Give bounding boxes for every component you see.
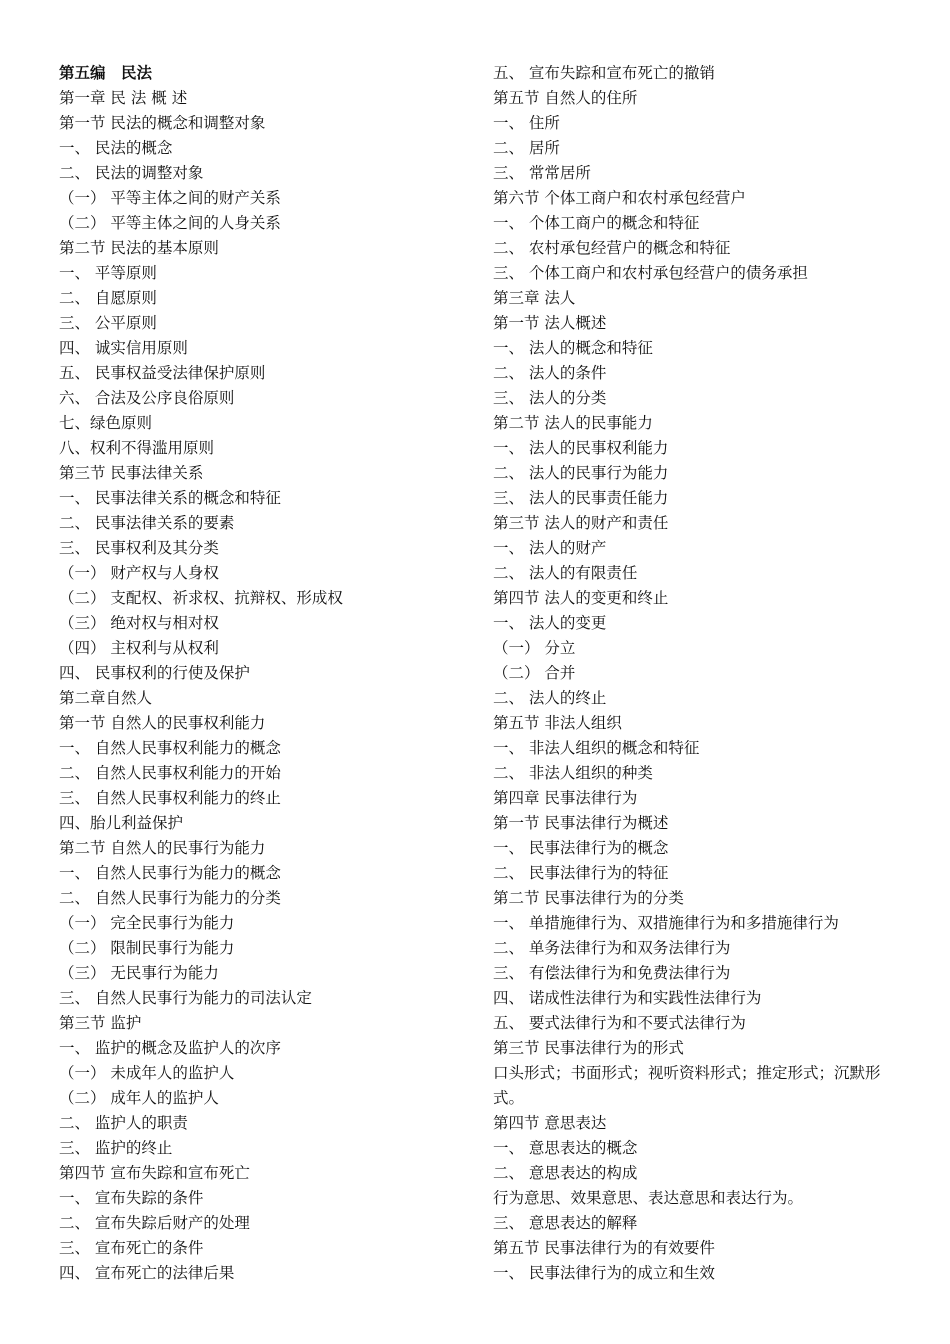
outline-line: （一） 完全民事行为能力 — [59, 914, 235, 932]
outline-line: 二、 自然人民事行为能力的分类 — [59, 889, 281, 907]
outline-line: （二） 合并 — [493, 664, 576, 682]
outline-line: 一、 意思表达的概念 — [493, 1139, 638, 1157]
outline-line: 三、 常常居所 — [493, 164, 591, 182]
outline-line: （二） 限制民事行为能力 — [59, 939, 235, 957]
outline-line: 四、 宣布死亡的法律后果 — [59, 1264, 235, 1282]
outline-line: 一、 民事法律关系的概念和特征 — [59, 489, 281, 507]
outline-line: （二） 支配权、祈求权、抗辩权、形成权 — [59, 589, 343, 607]
outline-line: 第二节 民事法律行为的分类 — [493, 889, 684, 907]
outline-line: 四、 诺成性法律行为和实践性法律行为 — [493, 989, 762, 1007]
outline-line: 行为意思、效果意思、表达意思和表达行为。 — [493, 1189, 804, 1207]
outline-line: 第二节 法人的民事能力 — [493, 414, 653, 432]
outline-line: 二、 意思表达的构成 — [493, 1164, 638, 1182]
outline-line: 二、 居所 — [493, 139, 560, 157]
outline-line: 四、 诚实信用原则 — [59, 339, 188, 357]
outline-line: 一、 法人的变更 — [493, 614, 607, 632]
outline-line: 第六节 个体工商户和农村承包经营户 — [493, 189, 746, 207]
outline-line: 二、 监护人的职责 — [59, 1114, 188, 1132]
outline-line: 三、 法人的民事责任能力 — [493, 489, 669, 507]
outline-line: （二） 平等主体之间的人身关系 — [59, 214, 281, 232]
outline-line: 一、 住所 — [493, 114, 560, 132]
outline-line: 七、绿色原则 — [59, 414, 153, 432]
outline-line: 第二章自然人 — [59, 689, 153, 707]
outline-line: 口头形式；书面形式；视听资料形式；推定形式；沉默形式。 — [493, 1064, 881, 1107]
outline-line: 三、 个体工商户和农村承包经营户的债务承担 — [493, 264, 808, 282]
outline-line: 三、 监护的终止 — [59, 1139, 173, 1157]
outline-line: 六、 合法及公序良俗原则 — [59, 389, 235, 407]
outline-line: 第二节 自然人的民事行为能力 — [59, 839, 266, 857]
outline-line: 第一节 民法的概念和调整对象 — [59, 114, 266, 132]
outline-line: （三） 绝对权与相对权 — [59, 614, 219, 632]
outline-line: 第三节 法人的财产和责任 — [493, 514, 669, 532]
outline-line: 二、 自然人民事权利能力的开始 — [59, 764, 281, 782]
outline-line: 五、 宣布失踪和宣布死亡的撤销 — [493, 64, 715, 82]
outline-line: 一、 法人的概念和特征 — [493, 339, 653, 357]
outline-line: 二、 法人的民事行为能力 — [493, 464, 669, 482]
outline-line: 一、 自然人民事权利能力的概念 — [59, 739, 281, 757]
outline-line: 四、 民事权利的行使及保护 — [59, 664, 250, 682]
outline-line: 二、 民事法律关系的要素 — [59, 514, 235, 532]
outline-line: 第三节 民事法律行为的形式 — [493, 1039, 684, 1057]
outline-line: 一、 法人的民事权利能力 — [493, 439, 669, 457]
outline-line: 一、 民事法律行为的成立和生效 — [493, 1264, 715, 1282]
outline-line: 第四节 法人的变更和终止 — [493, 589, 669, 607]
outline-line: 二、 宣布失踪后财产的处理 — [59, 1214, 250, 1232]
outline-line: 第三节 监护 — [59, 1014, 142, 1032]
outline-line: 第三章 法人 — [493, 289, 576, 307]
left-column — [59, 61, 459, 1286]
outline-line: 第一节 法人概述 — [493, 314, 607, 332]
outline-line: 二、 单务法律行为和双务法律行为 — [493, 939, 731, 957]
outline-line: （四） 主权利与从权利 — [59, 639, 219, 657]
outline-line: （一） 未成年人的监护人 — [59, 1064, 235, 1082]
outline-line: 第五编 民法 — [59, 64, 153, 82]
outline-line: 三、 自然人民事行为能力的司法认定 — [59, 989, 312, 1007]
outline-line: 一、 法人的财产 — [493, 539, 607, 557]
outline-line: 一、 平等原则 — [59, 264, 157, 282]
outline-line: （一） 财产权与人身权 — [59, 564, 219, 582]
outline-line: 二、 自愿原则 — [59, 289, 157, 307]
outline-line: （三） 无民事行为能力 — [59, 964, 219, 982]
outline-line: 三、 宣布死亡的条件 — [59, 1239, 204, 1257]
outline-line: 四、胎儿利益保护 — [59, 814, 184, 832]
outline-line: 第五节 民事法律行为的有效要件 — [493, 1239, 715, 1257]
outline-line: 二、 非法人组织的种类 — [493, 764, 653, 782]
outline-line: 三、 有偿法律行为和免费法律行为 — [493, 964, 731, 982]
outline-line: 三、 意思表达的解释 — [493, 1214, 638, 1232]
outline-line: 五、 要式法律行为和不要式法律行为 — [493, 1014, 746, 1032]
outline-line: 二、 民事法律行为的特征 — [493, 864, 669, 882]
outline-line: （一） 平等主体之间的财产关系 — [59, 189, 281, 207]
outline-line: 三、 法人的分类 — [493, 389, 607, 407]
outline-line: 第二节 民法的基本原则 — [59, 239, 219, 257]
outline-line: （二） 成年人的监护人 — [59, 1089, 219, 1107]
outline-line: 第四节 宣布失踪和宣布死亡 — [59, 1164, 250, 1182]
outline-line: 二、 法人的有限责任 — [493, 564, 638, 582]
outline-line: 一、 单措施律行为、双措施律行为和多措施律行为 — [493, 914, 839, 932]
outline-line: 一、 宣布失踪的条件 — [59, 1189, 204, 1207]
outline-line: 第一节 自然人的民事权利能力 — [59, 714, 266, 732]
outline-line: 二、 法人的条件 — [493, 364, 607, 382]
outline-line: 第三节 民事法律关系 — [59, 464, 204, 482]
outline-line: 三、 民事权利及其分类 — [59, 539, 219, 557]
outline-line: 第一节 民事法律行为概述 — [493, 814, 669, 832]
outline-line: （一） 分立 — [493, 639, 576, 657]
outline-line: 第五节 自然人的住所 — [493, 89, 638, 107]
right-column — [493, 61, 893, 1286]
outline-line: 二、 民法的调整对象 — [59, 164, 204, 182]
outline-line: 第五节 非法人组织 — [493, 714, 622, 732]
outline-line: 第一章 民 法 概 述 — [59, 89, 188, 107]
outline-line: 五、 民事权益受法律保护原则 — [59, 364, 266, 382]
outline-line: 二、 法人的终止 — [493, 689, 607, 707]
outline-line: 一、 个体工商户的概念和特征 — [493, 214, 700, 232]
outline-line: 三、 自然人民事权利能力的终止 — [59, 789, 281, 807]
outline-line: 一、 监护的概念及监护人的次序 — [59, 1039, 281, 1057]
outline-line: 第四章 民事法律行为 — [493, 789, 638, 807]
outline-line: 一、 自然人民事行为能力的概念 — [59, 864, 281, 882]
outline-line: 八、权利不得滥用原则 — [59, 439, 215, 457]
outline-line: 二、 农村承包经营户的概念和特征 — [493, 239, 731, 257]
outline-line: 一、 民事法律行为的概念 — [493, 839, 669, 857]
outline-line: 三、 公平原则 — [59, 314, 157, 332]
outline-line: 一、 民法的概念 — [59, 139, 173, 157]
outline-line: 第四节 意思表达 — [493, 1114, 607, 1132]
outline-line: 一、 非法人组织的概念和特征 — [493, 739, 700, 757]
